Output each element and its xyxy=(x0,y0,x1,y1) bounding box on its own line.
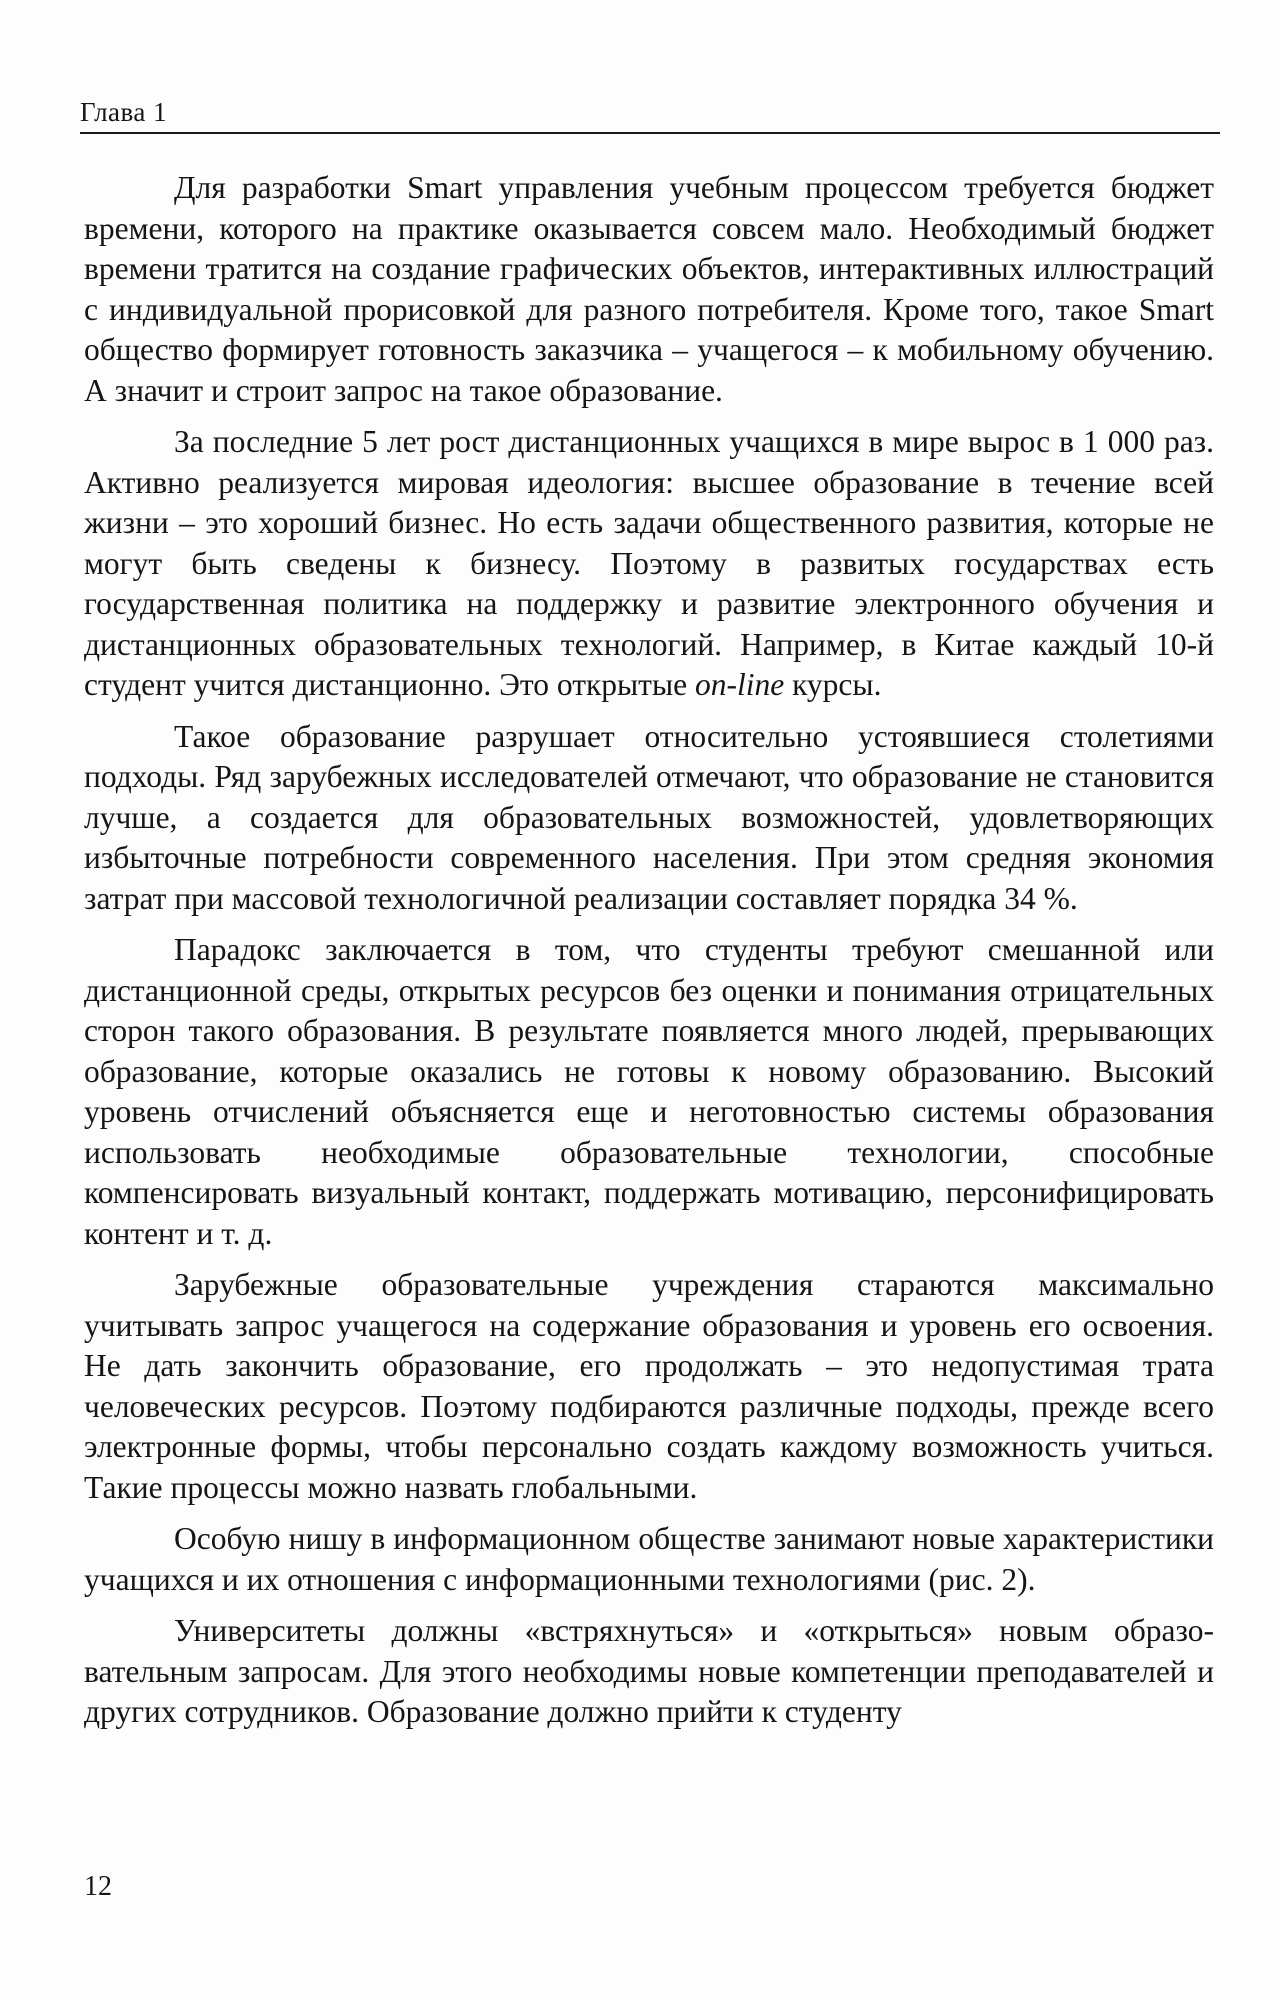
body-text xyxy=(84,168,1214,1744)
paragraph-1: Для разработки Smart управления учебным процессом требуется бюджет времени, которого на практике оказывается совсем мало. Необходимый бюджет времени тратится на создание графических объектов, интерактивных иллюстраций с индивидуальной прорисовкой для разного потребителя. Кроме того, такое Smart общество формирует готовность заказчика – учащегося – к мобильному обучению. А значит и строит запрос на такое образование. xyxy=(84,170,1214,408)
running-head: Глава 1 xyxy=(80,97,168,127)
page-number: 12 xyxy=(84,1871,112,1902)
paragraph-7: Университеты должны «встряхнуться» и «открыться» новым образовательным запросам. Для этого необходимы новые компетенции преподавателей и других сотрудников. Образование должно прийти к студенту xyxy=(84,1613,1214,1729)
paragraph-2-italic-term: on-line xyxy=(694,667,785,702)
paragraph-2-text-after: курсы. xyxy=(784,667,882,702)
paragraph-5: Зарубежные образовательные учреждения стараются максимально учитывать запрос учащегося на содержание образования и уровень его освоения. Не дать закончить образование, его продолжать – это недопустимая трата человеческих ресурсов. Поэтому подбираются различные подходы, прежде всего электронные формы, чтобы персонально создать каждому возможность учиться. Такие процессы можно назвать глобальными. xyxy=(84,1267,1214,1505)
paragraph-6: Особую нишу в информационном обществе занимают новые характеристики учащихся и их отношения с информационными технологиями (рис. 2). xyxy=(84,1521,1214,1597)
paragraph-3: Такое образование разрушает относительно устоявшиеся столетиями подходы. Ряд зарубежных исследователей отмечают, что образование не становится лучше, а создается для образовательных возможностей, удовлетворяющих избыточные потребности современного населения. При этом средняя экономия затрат при массовой технологичной реализации составляет порядка 34 %. xyxy=(84,718,1214,916)
header-rule xyxy=(80,132,1220,134)
paragraph-2-text-before: За последние 5 лет рост дистанционных учащихся в мире вырос в 1 000 раз. Активно реализуется мировая идеология: высшее образование в течение всей жизни – это хороший бизнес. Но есть задачи общественного развития, которые не могут быть сведены к бизнесу. Поэтому в развитых государствах есть государственная политика на поддержку и развитие электронного обучения и дистанционных образовательных технологий. Например, в Китае каждый 10-й студент учится дистанционно. Это открытые xyxy=(84,424,1214,702)
paragraph-2 xyxy=(84,422,1214,706)
paragraph-4: Парадокс заключается в том, что студенты требуют смешанной или дистанционной среды, открытых ресурсов без оценки и понимания отрицательных сторон такого образования. В результате появляется много людей, прерывающих образование, которые оказались не готовы к новому образованию. Высокий уровень отчислений объясняется еще и неготовностью системы образования использовать необходимые образовательные технологии, способные компенсировать визуальный контакт, поддержать мотивацию, персонифицировать контент и т. д. xyxy=(84,932,1214,1251)
